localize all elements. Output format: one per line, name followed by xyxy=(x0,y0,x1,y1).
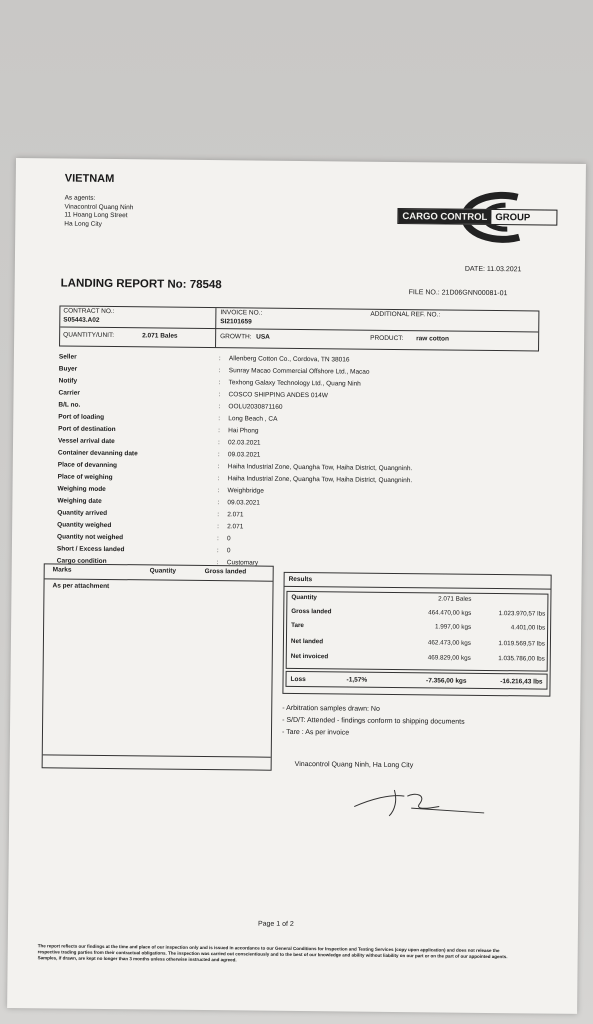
additional-ref-label: ADDITIONAL REF. NO.: xyxy=(370,310,441,319)
growth-value: USA xyxy=(256,333,270,341)
field-label: Seller xyxy=(58,353,77,361)
result-label: Net landed xyxy=(290,637,324,646)
marks-table xyxy=(42,563,274,770)
results-row xyxy=(291,608,547,621)
field-label: Short / Excess landed xyxy=(56,545,125,554)
quantity-col: Quantity xyxy=(149,567,177,575)
file-number: FILE NO.: 21D06GNN00081-01 xyxy=(408,289,508,298)
result-label: Net invoiced xyxy=(290,652,329,661)
field-separator: : xyxy=(218,391,221,399)
field-label: Quantity arrived xyxy=(57,509,108,517)
invoice-value: SI2101659 xyxy=(220,318,252,326)
field-value: Customary xyxy=(226,559,259,567)
invoice-label: INVOICE NO.: xyxy=(220,309,263,317)
results-rows xyxy=(286,591,549,672)
agent-name: Vinacontrol Quang Ninh xyxy=(64,203,134,211)
result-kgs: 1.997,00 kgs xyxy=(435,623,472,631)
shipment-fields xyxy=(57,351,414,571)
result-kgs: 464.470,00 kgs xyxy=(428,609,472,617)
marks-footer-line xyxy=(43,754,271,757)
box-divider xyxy=(60,326,538,332)
results-row xyxy=(291,653,547,666)
loss-kgs: -7.356,00 kgs xyxy=(426,677,467,685)
note-item: - S/D/T: Attended - findings conform to shipping documents xyxy=(282,716,465,726)
loss-label: Loss xyxy=(290,675,306,684)
field-separator: : xyxy=(217,487,220,495)
field-label: Port of destination xyxy=(58,425,116,434)
results-row xyxy=(291,638,547,651)
landing-report-document xyxy=(7,158,586,1014)
product-label: PRODUCT: xyxy=(370,334,404,343)
field-value: Haiha Industrial Zone, Quangha Tow, Haiha District, Quangninh. xyxy=(227,463,413,473)
signatory: Vinacontrol Quang Ninh, Ha Long City xyxy=(294,760,414,770)
field-value: 09.03.2021 xyxy=(227,451,261,459)
result-lbs: 1.023.970,57 lbs xyxy=(498,610,546,618)
field-separator: : xyxy=(216,559,219,567)
field-value: 0 xyxy=(226,547,231,555)
result-label: Tare xyxy=(291,621,305,630)
field-value: 2.071 xyxy=(227,511,244,519)
field-separator: : xyxy=(217,439,220,447)
box-vertical-divider xyxy=(215,308,216,347)
field-label: Place of weighing xyxy=(57,473,113,482)
note-item: - Arbitration samples drawn: No xyxy=(282,704,380,713)
notes-list xyxy=(282,703,465,741)
loss-percent: -1,57% xyxy=(346,676,368,684)
gross-landed-col: Gross landed xyxy=(204,567,247,576)
field-separator: : xyxy=(218,415,221,423)
marks-header xyxy=(45,564,273,581)
results-title: Results xyxy=(285,573,551,590)
product-value: raw cotton xyxy=(416,335,450,343)
field-value: Haiha Industrial Zone, Quangha Tow, Haiha District, Quangninh. xyxy=(227,475,413,485)
note-item: - Tare : As per invoice xyxy=(281,728,350,737)
field-label: Cargo condition xyxy=(56,557,107,565)
field-value: Texhong Galaxy Technology Ltd., Quang Ninh xyxy=(228,379,361,388)
country-heading: VIETNAM xyxy=(64,172,115,186)
field-value: 0 xyxy=(226,535,231,543)
field-separator: : xyxy=(218,427,221,435)
agent-city: Ha Long City xyxy=(64,220,102,228)
agent-address xyxy=(64,195,133,230)
contract-label: CONTRACT NO.: xyxy=(63,307,115,316)
field-value: Weighbridge xyxy=(227,487,264,495)
result-kgs: 462.473,00 kgs xyxy=(427,639,471,647)
result-lbs: 1.035.786,00 lbs xyxy=(498,655,545,663)
field-separator: : xyxy=(217,523,219,531)
field-value: 02.03.2021 xyxy=(227,439,261,447)
field-label: Carrier xyxy=(58,389,80,397)
result-label: Quantity xyxy=(291,593,317,602)
agent-street: 11 Hoang Long Street xyxy=(64,211,128,220)
report-date: DATE: 11.03.2021 xyxy=(464,265,522,274)
growth-label: GROWTH: xyxy=(220,333,252,341)
field-separator: : xyxy=(216,535,219,543)
report-title: LANDING REPORT No: 78548 xyxy=(60,277,222,292)
field-label: Vessel arrival date xyxy=(58,437,115,446)
field-label: Weighing mode xyxy=(57,485,106,493)
quantity-label: QUANTITY/UNIT: xyxy=(63,331,115,340)
handwritten-signature xyxy=(349,782,489,823)
field-label: Port of loading xyxy=(58,413,105,421)
logo-right-text: GROUP xyxy=(495,211,531,223)
field-label: Notify xyxy=(58,377,78,385)
logo-wordmark xyxy=(397,208,557,226)
field-value: 2.071 xyxy=(227,523,244,531)
field-label: Buyer xyxy=(58,365,78,373)
field-separator: : xyxy=(218,403,221,411)
field-value: Hai Phong xyxy=(228,427,259,435)
field-value: Allenberg Cotton Co., Cordova, TN 38016 xyxy=(228,355,350,364)
agents-label: As agents: xyxy=(64,194,96,202)
field-value: OOLU2030871160 xyxy=(228,403,283,411)
results-table xyxy=(282,572,551,697)
results-row xyxy=(291,594,547,607)
field-label: Container devanning date xyxy=(57,449,138,458)
field-value: 09.03.2021 xyxy=(227,499,260,507)
field-separator: : xyxy=(217,511,220,519)
field-label: Quantity not weighed xyxy=(56,533,124,542)
field-separator: : xyxy=(218,355,221,363)
field-separator: : xyxy=(218,379,221,387)
result-kgs: 469.829,00 kgs xyxy=(427,654,471,662)
page-number: Page 1 of 2 xyxy=(257,920,294,928)
contract-info-box xyxy=(59,305,539,351)
field-separator: : xyxy=(217,499,220,507)
field-separator: : xyxy=(217,451,220,459)
marks-entry: As per attachment xyxy=(52,582,110,590)
field-separator: : xyxy=(217,463,220,471)
results-row xyxy=(291,622,547,635)
contract-value: S05443.A02 xyxy=(63,316,100,324)
field-label: Weighing date xyxy=(57,497,102,505)
field-label: Place of devanning xyxy=(57,461,118,470)
result-lbs: 4.401,00 lbs xyxy=(510,624,546,632)
field-value: Sunray Macao Commercial Offshore Ltd., Macao xyxy=(228,367,370,376)
field-separator: : xyxy=(216,547,219,555)
logo-left-text: CARGO CONTROL xyxy=(398,209,491,224)
field-separator: : xyxy=(217,475,220,483)
field-value: COSCO SHIPPING ANDES 014W xyxy=(228,391,328,400)
result-lbs: 1.019.569,57 lbs xyxy=(498,640,545,648)
field-separator: : xyxy=(218,367,221,375)
field-label: Quantity weighed xyxy=(57,521,112,530)
result-kgs: 2.071 Bales xyxy=(438,595,472,603)
result-label: Gross landed xyxy=(291,607,332,616)
loss-row xyxy=(285,671,547,690)
cargo-control-logo xyxy=(397,174,558,256)
marks-col: Marks xyxy=(52,566,72,574)
footer-disclaimer: The report reflects our findings at the time and place of our inspection only and is issued in accordance to our General Conditions for Inspection and Testing Services (copy upon application) and does not release the respective trading parties from their contractual obligations. The inspection was carried out conscientiously and to the best of our knowledge and ability without liability on our part or on the part of our appointed agents. Samples, if drawn, are kept no longer than 3 months unless otherwise instructed and agreed. xyxy=(37,943,508,963)
loss-lbs: -16.216,43 lbs xyxy=(500,678,543,686)
field-label: B/L no. xyxy=(58,401,81,409)
quantity-value: 2.071 Bales xyxy=(142,332,178,340)
field-value: Long Beach , CA xyxy=(228,415,278,423)
